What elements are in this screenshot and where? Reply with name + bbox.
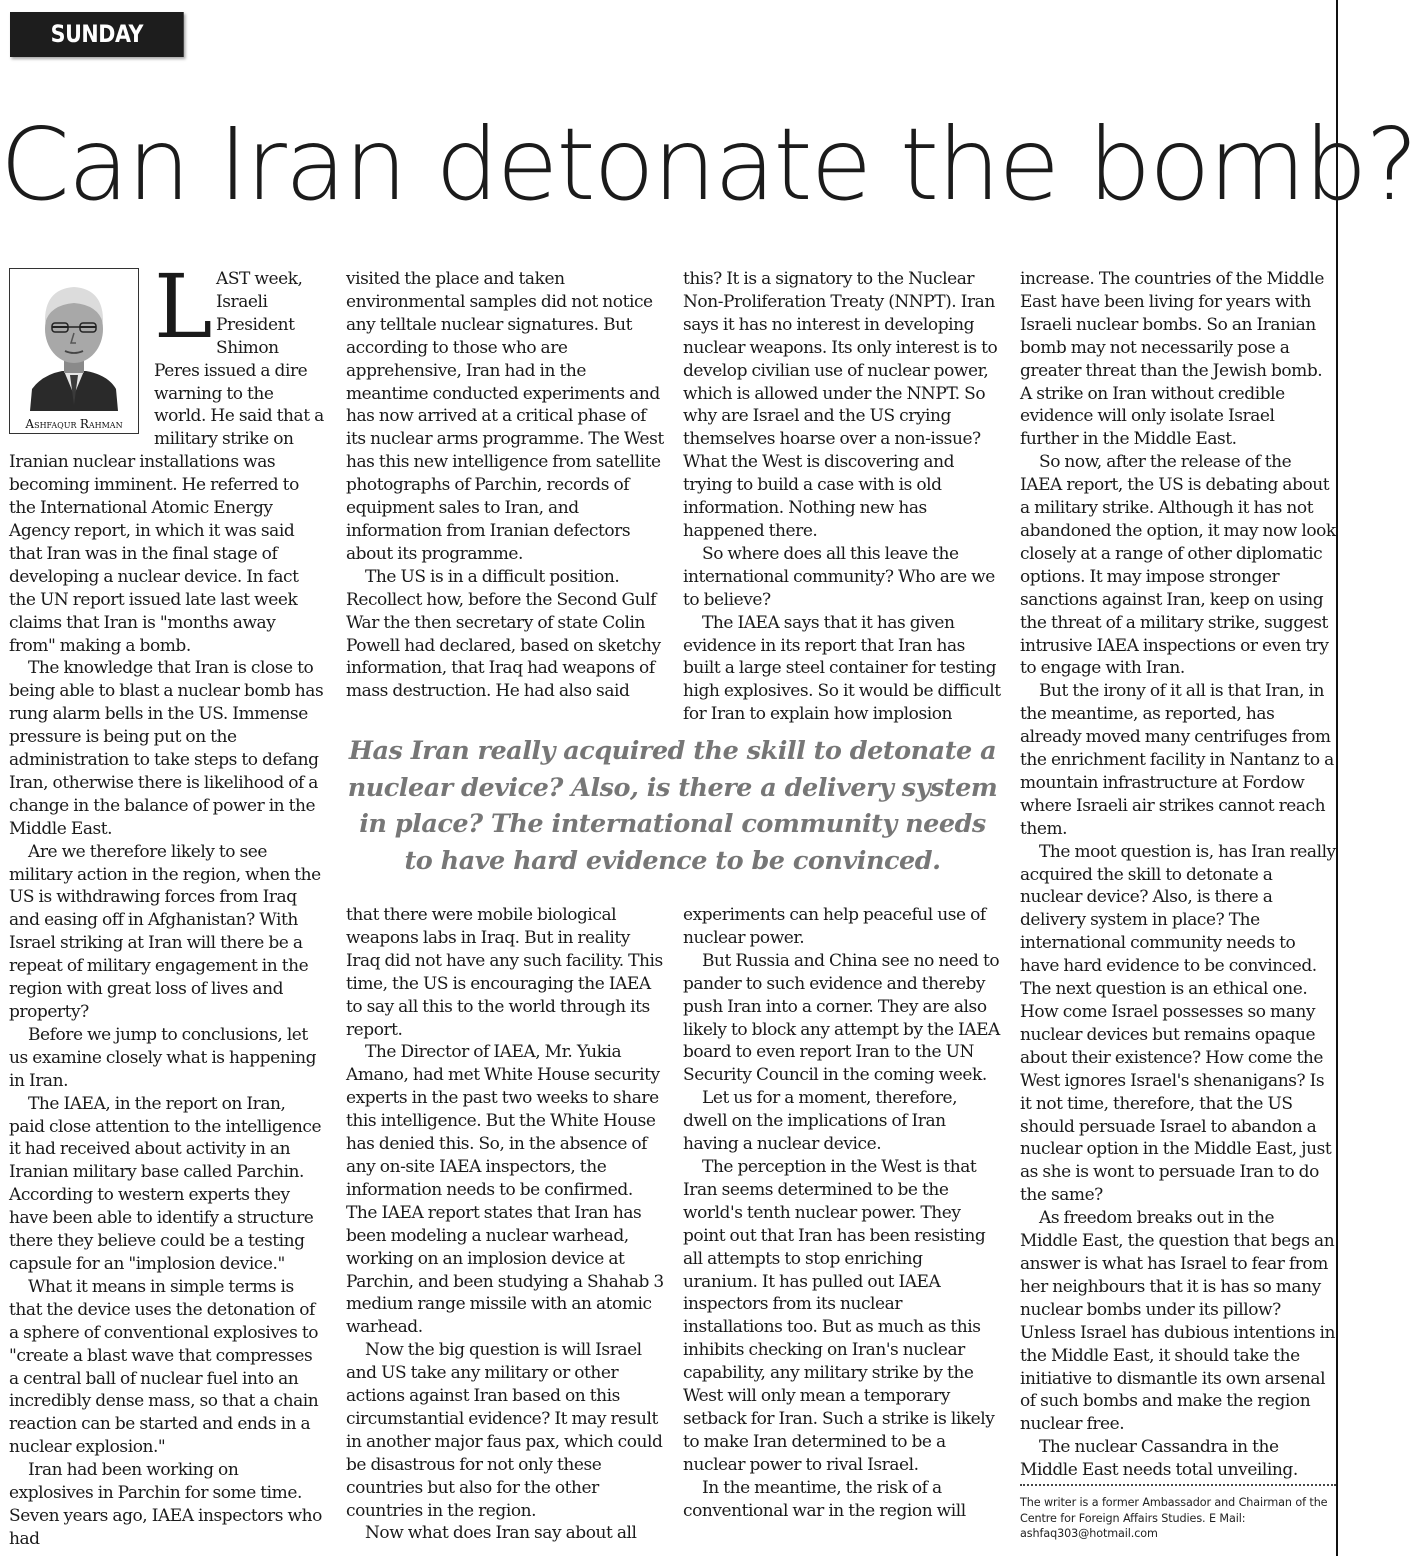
article-paragraph: As freedom breaks out in the Middle East, the question that begs an answer is what has Israel to fear from her neighbours that it is has so many nuclear bombs under its pillow? Unless Israel has dubious intentions in the Middle East, it should take the initiative to dismantle its own arsenal of such bombs and make the region nuclear free.: [1020, 1208, 1336, 1435]
article-paragraph: But the irony of it all is that Iran, in the meantime, as reported, has already moved many centrifuges from the enrichment facility in Nantanz to a mountain infrastructure at Fordow where Israeli air strikes cannot reach them.: [1020, 681, 1334, 839]
article-column-3-bottom: [683, 904, 1001, 1550]
author-photo: [9, 268, 139, 434]
article-paragraph: Let us for a moment, therefore, dwell on the implications of Iran having a nuclear device.: [683, 1088, 958, 1155]
article-column-2-top: [346, 268, 664, 704]
article-paragraph: Now what does Iran say about all: [365, 1523, 637, 1544]
article-paragraph: The knowledge that Iran is close to being able to blast a nuclear bomb has rung alarm bells in the US. Immense pressure is being put on the administration to take steps to defang Iran, otherwise there is likelihood of a change in the balance of power in the Middle East.: [9, 658, 324, 839]
author-footnote: The writer is a former Ambassador and Chairman of the Centre for Foreign Affairs Studies. E Mail: ashfaq303@hotmail.com: [1020, 1496, 1328, 1540]
page-right-rule: [1336, 0, 1338, 1556]
drop-cap: L: [154, 255, 212, 358]
article-column-4: [1020, 268, 1336, 1481]
article-column-3-top: [683, 268, 1001, 725]
article-paragraph: The IAEA says that it has given evidence in its report that Iran has built a large steel container for testing high explosives. So it would be difficult for Iran to explain how implosion: [683, 612, 1001, 725]
article-column-2-bottom: [346, 904, 664, 1550]
article-paragraph: this? It is a signatory to the Nuclear Non-Proliferation Treaty (NNPT). Iran says it has no interest in developing nuclear weapons. Its only interest is to develop civilian use of nuclear power, which is allowed under the NNPT. So why are Israel and the US crying themselves hoarse over a non-issue? What the West is discovering and trying to build a case with is old information. Nothing new has happened there.: [683, 269, 998, 541]
pull-quote: Has Iran really acquired the skill to detonate a nuclear device? Also, is there a delivery system in place? The international community needs to have hard evidence to be convinced.: [347, 736, 998, 876]
article-paragraph: The perception in the West is that Iran seems determined to be the world's tenth nuclear power. They point out that Iran has been resisting all attempts to stop enriching uranium. It has pulled out IAEA inspectors from its nuclear installations too. But as much as this inhibits checking on Iran's nuclear capability, any military strike by the West will only mean a temporary setback for Iran. Such a strike is likely to make Iran determined to be a nuclear power to rival Israel.: [683, 1156, 995, 1475]
article-paragraph: The IAEA, in the report on Iran, paid close attention to the intelligence it had received about activity in an Iranian military base called Parchin. According to western experts they have been able to identify a structure there they believe could be a testing capsule for an "implosion device.": [9, 1093, 322, 1274]
article-paragraph: The Director of IAEA, Mr. Yukia Amano, had met White House security experts in the past two weeks to share this intelligence. But the White House has denied this. So, in the absence of any on-site IAEA inspectors, the information needs to be confirmed. The IAEA report states that Iran has been modeling a nuclear warhead, working on an implosion device at Parchin, and been studying a Shahab 3 medium range missile with an atomic warhead.: [346, 1042, 664, 1338]
section-tag: SUNDAY POUCH: [10, 12, 184, 57]
article-paragraph: In the meantime, the risk of a conventional war in the region will: [683, 1477, 966, 1521]
article-paragraph: Iran had been working on explosives in Parchin for some time. Seven years ago, IAEA inspectors who had: [9, 1460, 322, 1549]
article-paragraph: What it means in simple terms is that the device uses the detonation of a sphere of conventional explosives to "create a blast wave that compresses a central ball of nuclear fuel into an incredibly dense mass, so that a chain reaction can be started and ends in a nuclear explosion.": [9, 1276, 319, 1458]
footnote-divider: [1020, 1484, 1336, 1486]
author-byline: Ashfaqur Rahman: [25, 417, 123, 431]
article-paragraph: AST week, Israeli President Shimon Peres issued a dire warning to the world. He said that a military strike on Iranian nuclear installations was becoming imminent. He referred to the International Atomic Energy Agency report, in which it was said that Iran was in the final stage of developing a nuclear device. In fact the UN report issued late last week claims that Iran is "months away from" making a bomb.: [9, 269, 324, 656]
author-portrait-image: [12, 271, 136, 411]
article-paragraph: Before we jump to conclusions, let us examine closely what is happening in Iran.: [9, 1024, 317, 1091]
article-paragraph: Now the big question is will Israel and US take any military or other actions against Iran based on this circumstantial evidence? It may result in another major faus pax, which could be disastrous for not only these countries but also for the other countries in the region.: [346, 1340, 663, 1521]
article-column-1: [9, 255, 325, 1550]
article-paragraph: So where does all this leave the international community? Who are we to believe?: [683, 543, 995, 610]
article-paragraph: increase. The countries of the Middle East have been living for years with Israeli nuclear bombs. So an Iranian bomb may not necessarily pose a greater threat than the Jewish bomb. A strike on Iran without credible evidence will only isolate Israel further in the Middle East.: [1020, 269, 1324, 450]
headline: Can Iran detonate the bomb?: [0, 106, 1416, 223]
article-paragraph: Are we therefore likely to see military action in the region, when the US is withdrawing forces from Iraq and easing off in Afghanistan? With Israel striking at Iran will there be a repeat of military engagement in the region with great loss of lives and property?: [9, 841, 321, 1022]
article-paragraph: The nuclear Cassandra in the Middle East needs total unveiling.: [1020, 1437, 1298, 1481]
article-paragraph: But Russia and China see no need to pander to such evidence and thereby push Iran into a corner. They are also likely to block any attempt by the IAEA board to even report Iran to the UN Security Council in the coming week.: [683, 950, 1000, 1086]
article-paragraph: visited the place and taken environmental samples did not notice any telltale nuclear signatures. But according to those who are apprehensive, Iran had in the meantime conducted experiments and has now arrived at a critical phase of its nuclear arms programme. The West has this new intelligence from satellite photographs of Parchin, records of equipment sales to Iran, and information from Iranian defectors about its programme.: [346, 269, 664, 564]
article-paragraph: that there were mobile biological weapons labs in Iraq. But in reality Iraq did not have any such facility. This time, the US is encouraging the IAEA to say all this to the world through its report.: [346, 905, 663, 1040]
article-paragraph: The US is in a difficult position. Recollect how, before the Second Gulf War the then secretary of state Colin Powell had declared, based on sketchy information, that Iraq had weapons of mass destruction. He had also said: [346, 566, 661, 702]
article-paragraph: So now, after the release of the IAEA report, the US is debating about a military strike. Although it has not abandoned the option, it may now look closely at a range of other diplomatic options. It may impose stronger sanctions against Iran, keep on using the threat of a military strike, suggest intrusive IAEA inspections or even try to engage with Iran.: [1020, 452, 1336, 679]
article-paragraph: experiments can help peaceful use of nuclear power.: [683, 905, 986, 948]
article-paragraph: The moot question is, has Iran really acquired the skill to detonate a nuclear device? Also, is there a delivery system in place? The international community needs to have hard evidence to be convinced. The next question is an ethical one. How come Israel possesses so many nuclear devices but remains opaque about their existence? How come the West ignores Israel's shenanigans? Is it not time, therefore, that the US should persuade Israel to abandon a nuclear option in the Middle East, just as she is wont to persuade Iran to do the same?: [1020, 841, 1336, 1206]
